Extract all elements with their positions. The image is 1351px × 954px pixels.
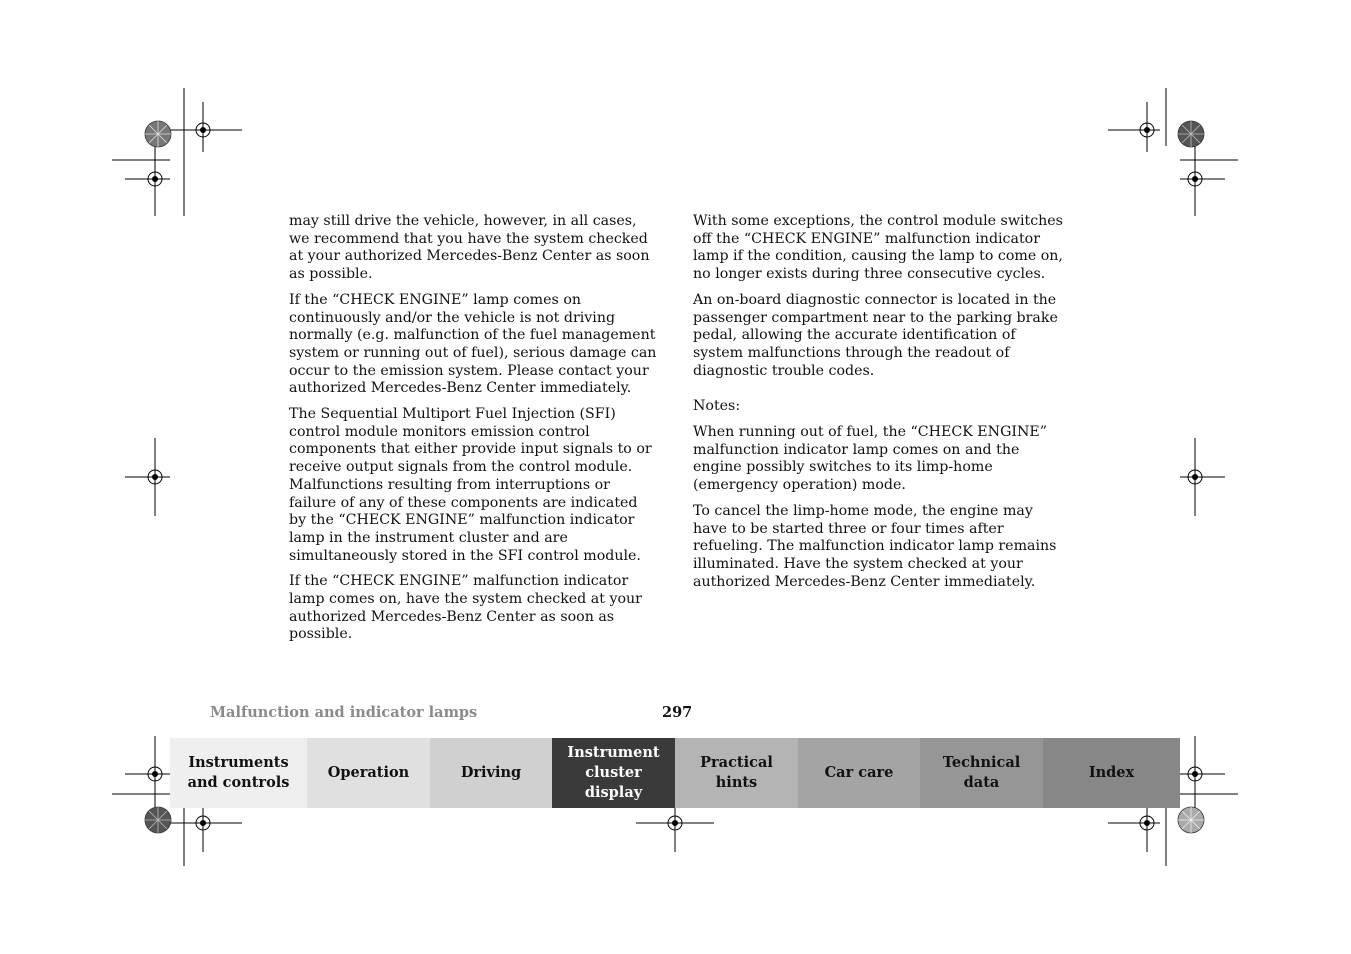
- body-column-right: [693, 213, 1063, 599]
- tab-label: Operation: [327, 764, 410, 781]
- tab-instrument-cluster-display[interactable]: [552, 738, 675, 808]
- paragraph: If the “CHECK ENGINE” lamp comes on continuously and/or the vehicle is not driving normally (e.g. malfunction of the fuel management system or running out of fuel), serious damage can occur to the emission system. Please contact your authorized Mercedes-Benz Center immediately.: [289, 291, 657, 397]
- tab-label: Practical hints: [700, 754, 773, 791]
- section-title: Malfunction and indicator lamps: [210, 704, 478, 721]
- tab-car-care[interactable]: [798, 738, 920, 808]
- paragraph: may still drive the vehicle, however, in all cases, we recommend that you have the system checked at your authorized Mercedes-Benz Center as soon as possible.: [289, 213, 650, 283]
- paragraph: With some exceptions, the control module switches off the “CHECK ENGINE” malfunction indicator lamp if the condition, causing the lamp to come on, no longer exists during three consecutive cycles.: [693, 213, 1063, 283]
- paragraph: If the “CHECK ENGINE” malfunction indicator lamp comes on, have the system checked at your authorized Mercedes-Benz Center as soon as possible.: [289, 573, 642, 643]
- body-column-left: [289, 213, 659, 652]
- tab-label: cluster display: [584, 764, 643, 801]
- tab-label: Instruments: [188, 754, 289, 771]
- tab-label: Technical: [942, 754, 1021, 771]
- tab-index[interactable]: [1043, 738, 1180, 808]
- page-number: 297: [662, 704, 693, 721]
- tab-label: Index: [1088, 764, 1135, 781]
- tab-instruments-and-controls[interactable]: [170, 738, 307, 808]
- chapter-tab-bar: [170, 738, 1180, 808]
- notes-label: Notes:: [693, 398, 741, 415]
- note-paragraph: To cancel the limp-home mode, the engine may have to be started three or four times after refueling. The malfunction indicator lamp remains illuminated. Have the system checked at your authorized Mercedes-Benz Center immediately.: [693, 502, 1057, 590]
- tab-label: data: [963, 774, 1000, 791]
- tab-practical-hints[interactable]: [675, 738, 798, 808]
- note-paragraph: When running out of fuel, the “CHECK ENGINE” malfunction indicator lamp comes on and the engine possibly switches to its limp-home (emergency operation) mode.: [693, 424, 1048, 494]
- tab-technical-data[interactable]: [920, 738, 1043, 808]
- tab-label: Instrument: [567, 744, 660, 761]
- paragraph: The Sequential Multiport Fuel Injection (SFI) control module monitors emission control components that either provide input signals to or receive output signals from the control module. Malfunctions resulting from interruptions or failure of any of these components are indicated by the “CHECK ENGINE” malfunction indicator lamp in the instrument cluster and are simultaneously stored in the SFI control module.: [289, 406, 652, 564]
- paragraph: An on-board diagnostic connector is located in the passenger compartment near to the parking brake pedal, allowing the accurate identification of system malfunctions through the readout of diagnostic trouble codes.: [693, 291, 1058, 379]
- tab-label: Car care: [824, 764, 894, 781]
- tab-operation[interactable]: [307, 738, 430, 808]
- tab-label: and controls: [187, 774, 290, 791]
- tab-driving[interactable]: [430, 738, 552, 808]
- tab-label: Driving: [460, 764, 522, 781]
